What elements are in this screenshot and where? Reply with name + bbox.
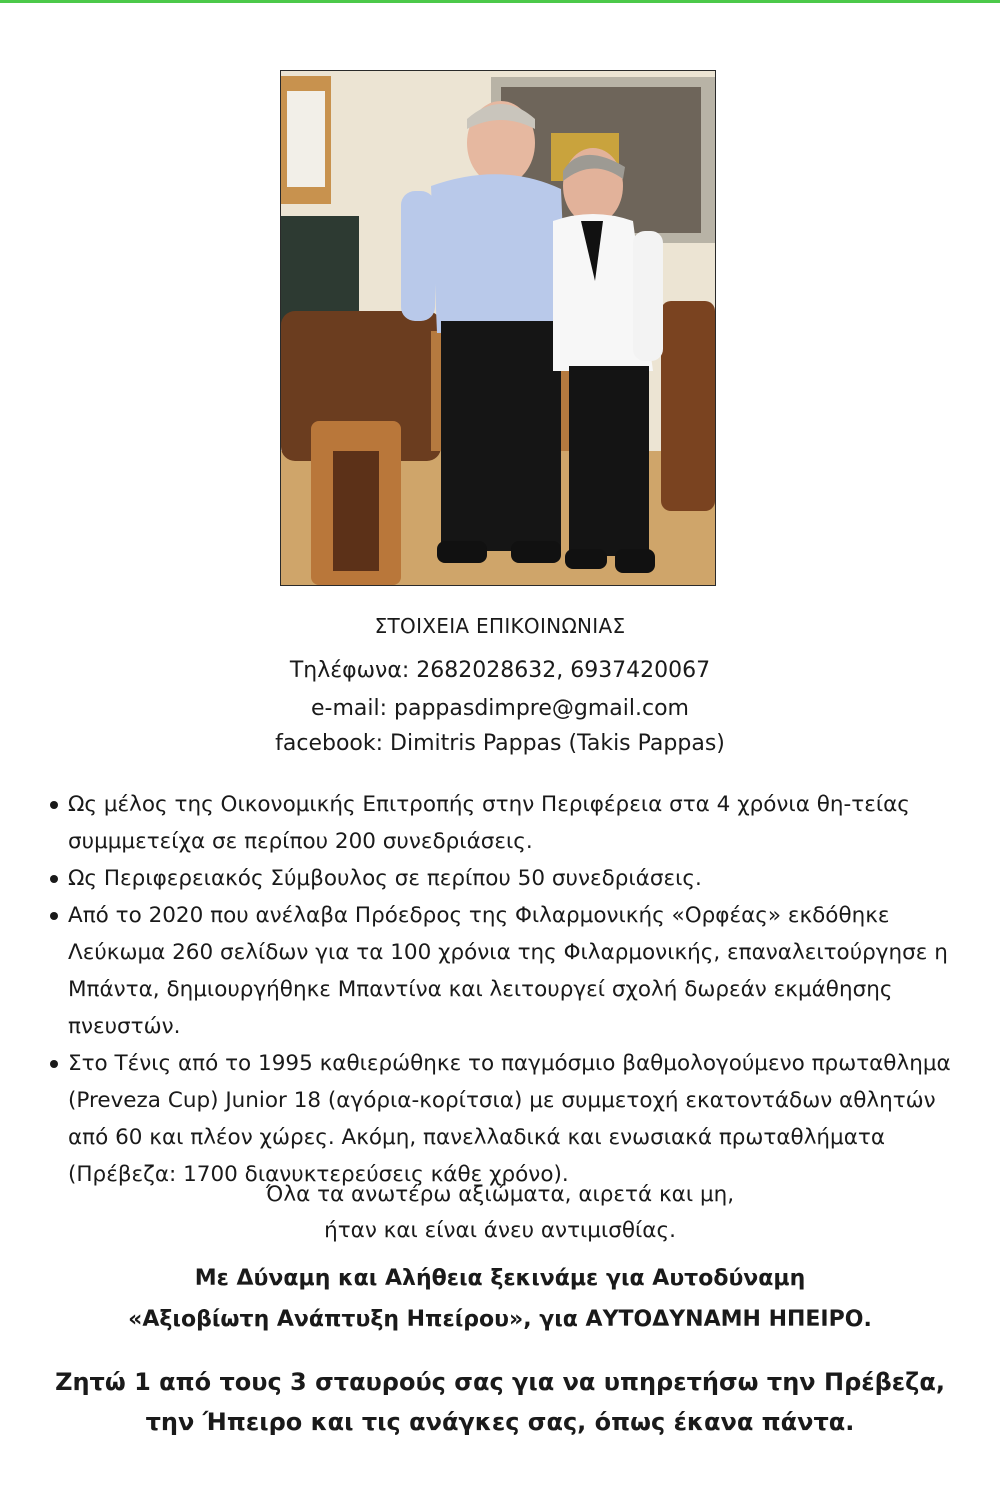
list-item: Ως μέλος της Οικονομικής Επιτροπής στην Περιφέρεια στα 4 χρόνια θη-τείας συμμμετείχα σε περίπου 200 συνεδριάσεις. xyxy=(46,786,966,860)
vote-appeal-line-1: Ζητώ 1 από τους 3 σταυρούς σας για να υπηρετήσω την Πρέβεζα, xyxy=(55,1368,945,1396)
contact-email: e-mail: pappasdimpre@gmail.com xyxy=(311,696,689,721)
unpaid-note-line-1: Όλα τα ανωτέρω αξιώματα, αιρετά και μη, xyxy=(265,1182,735,1207)
unpaid-note-line-2: ήταν και είναι άνευ αντιμισθίας. xyxy=(324,1218,676,1243)
list-item: Από το 2020 που ανέλαβα Πρόεδρος της Φιλαρμονικής «Ορφέας» εκδόθηκε Λεύκωμα 260 σελίδων για τα 100 χρόνια της Φιλαρμονικής, επαναλειτούργησε η Μπάντα, δημιουργήθηκε Μπαντίνα και λειτουργεί σχολή δωρεάν εκμάθησης πνευστών. xyxy=(46,897,966,1045)
slogan-line-1: Με Δύναμη και Αλήθεια ξεκινάμε για Αυτοδύναμη xyxy=(194,1266,806,1291)
man-right-trousers xyxy=(569,366,649,556)
achievements-list xyxy=(46,786,966,1193)
top-green-rule xyxy=(0,0,1000,3)
list-item: Ως Περιφερειακός Σύμβουλος σε περίπου 50 συνεδριάσεις. xyxy=(46,860,966,897)
contact-phones: Τηλέφωνα: 2682028632, 6937420067 xyxy=(289,658,711,683)
candidate-photo xyxy=(280,70,716,586)
contact-heading: ΣΤΟΙΧΕΙΑ ΕΠΙΚΟΙΝΩΝΙΑΣ xyxy=(374,614,626,638)
photo-illustration xyxy=(281,71,715,585)
list-item: Στο Τένις από το 1995 καθιερώθηκε το παγμόσμιο βαθμολογούμενο πρωταθλημα (Preveza Cup) Junior 18 (αγόρια-κορίτσια) με συμμετοχή εκατοντάδων αθλητών από 60 και πλέον χώρες. Ακόμη, πανελλαδικά και ενωσιακά πρωταθλήματα (Πρέβεζα: 1700 διανυκτερεύσεις κάθε χρόνο). xyxy=(46,1045,966,1193)
man-left-shirt xyxy=(431,174,567,333)
slogan-line-2: «Αξιοβίωτη Ανάπτυξη Ηπείρου», για ΑΥΤΟΔΥΝΑΜΗ ΗΠΕΙΡΟ. xyxy=(128,1307,872,1332)
man-left-trousers xyxy=(441,321,561,551)
vote-appeal-line-2: την Ήπειρο και τις ανάγκες σας, όπως έκανα πάντα. xyxy=(145,1408,855,1436)
contact-facebook: facebook: Dimitris Pappas (Takis Pappas) xyxy=(275,731,725,756)
